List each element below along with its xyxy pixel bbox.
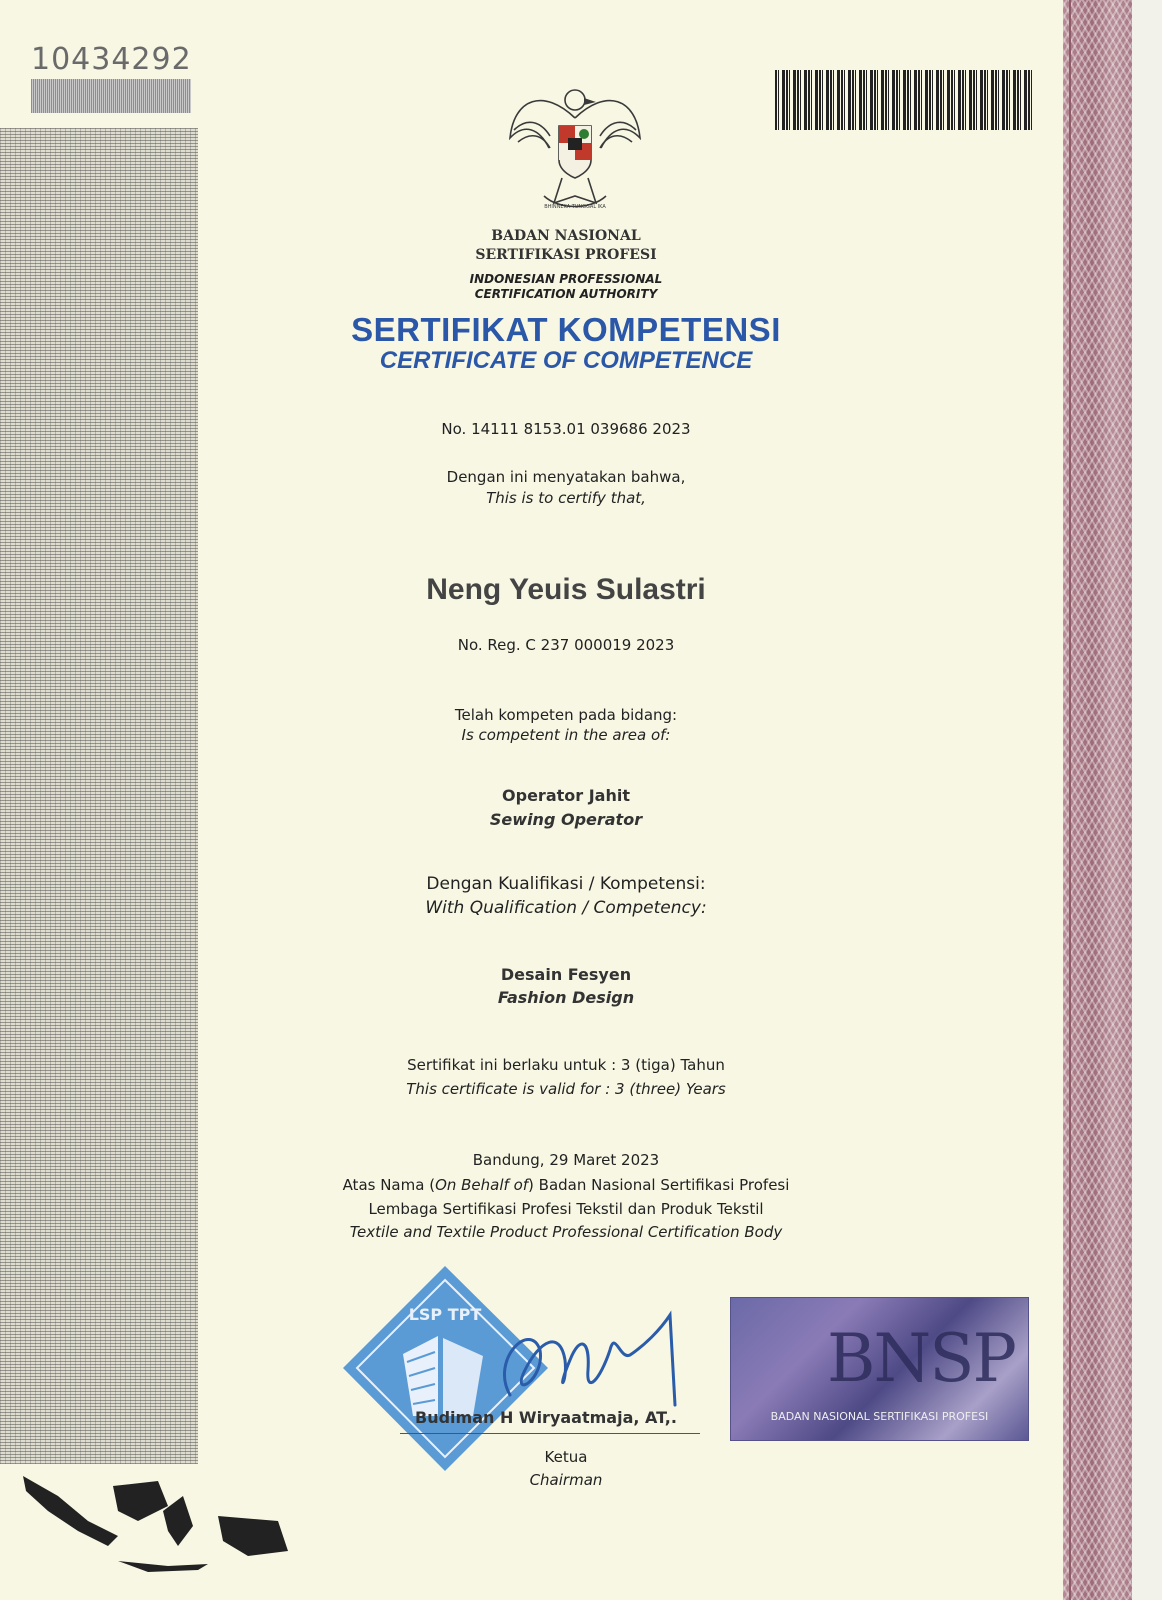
serial-number: 10434292 — [31, 42, 192, 77]
barcode — [775, 70, 1035, 130]
certify-statement-en: This is to certify that, — [486, 489, 646, 507]
qualification-intro-en: With Qualification / Competency: — [425, 898, 707, 918]
signer-name: Budiman H Wiryaatmaja, AT,. — [415, 1408, 677, 1427]
guilloche-border — [1063, 0, 1135, 1600]
qualification-intro-id: Dengan Kualifikasi / Kompetensi: — [426, 874, 706, 894]
org-name-en-line2: CERTIFICATION AUTHORITY — [474, 287, 658, 301]
area-intro-id: Telah kompeten pada bidang: — [454, 706, 678, 724]
signer-title-id: Ketua — [544, 1448, 588, 1466]
holder-name: Neng Yeuis Sulastri — [426, 573, 706, 606]
qualification-id: Desain Fesyen — [500, 965, 632, 984]
lsp-logo-text: LSP TPT — [408, 1305, 482, 1324]
hologram-text: BNSP — [827, 1320, 1015, 1397]
signer-title-en: Chairman — [529, 1471, 603, 1489]
qualification-en: Fashion Design — [497, 988, 635, 1007]
indonesia-map-icon — [18, 1466, 298, 1586]
signature — [470, 1300, 690, 1420]
hologram-subtext: BADAN NASIONAL SERTIFIKASI PROFESI — [770, 1410, 989, 1423]
org-name-en-line1: INDONESIAN PROFESSIONAL — [469, 272, 663, 286]
org-name-id-line1: BADAN NASIONAL — [491, 228, 641, 244]
on-behalf-line: Atas Nama (On Behalf of) Badan Nasional Sertifikasi Profesi — [342, 1176, 790, 1194]
org-name-id-line2: SERTIFIKASI PROFESI — [475, 247, 657, 263]
competence-area-id: Operator Jahit — [502, 786, 630, 805]
emblem-motto: BHINNEKA TUNGGAL IKA — [544, 204, 606, 210]
garuda-emblem-icon — [504, 78, 646, 223]
signature-line — [400, 1433, 700, 1434]
area-intro-en: Is competent in the area of: — [461, 726, 671, 744]
validity-id: Sertifikat ini berlaku untuk : 3 (tiga) Tahun — [407, 1056, 725, 1074]
registration-number: No. Reg. C 237 000019 2023 — [457, 636, 675, 654]
certificate-title: SERTIFIKAT KOMPETENSI — [351, 311, 781, 348]
certificate-subtitle: CERTIFICATE OF COMPETENCE — [379, 347, 753, 374]
serial-pattern-bar — [31, 79, 191, 113]
certificate-number: No. 14111 8153.01 039686 2023 — [441, 420, 691, 438]
place-date: Bandung, 29 Maret 2023 — [472, 1151, 660, 1169]
certify-statement-id: Dengan ini menyatakan bahwa, — [446, 468, 686, 486]
competence-area-en: Sewing Operator — [489, 810, 643, 829]
validity-en: This certificate is valid for : 3 (three) Years — [406, 1080, 726, 1098]
bnsp-hologram — [730, 1297, 1029, 1441]
certification-body-id: Lembaga Sertifikasi Profesi Tekstil dan Produk Tekstil — [368, 1200, 764, 1218]
certification-body-en: Textile and Textile Product Professional Certification Body — [349, 1223, 783, 1241]
scan-margin — [1132, 0, 1162, 1600]
